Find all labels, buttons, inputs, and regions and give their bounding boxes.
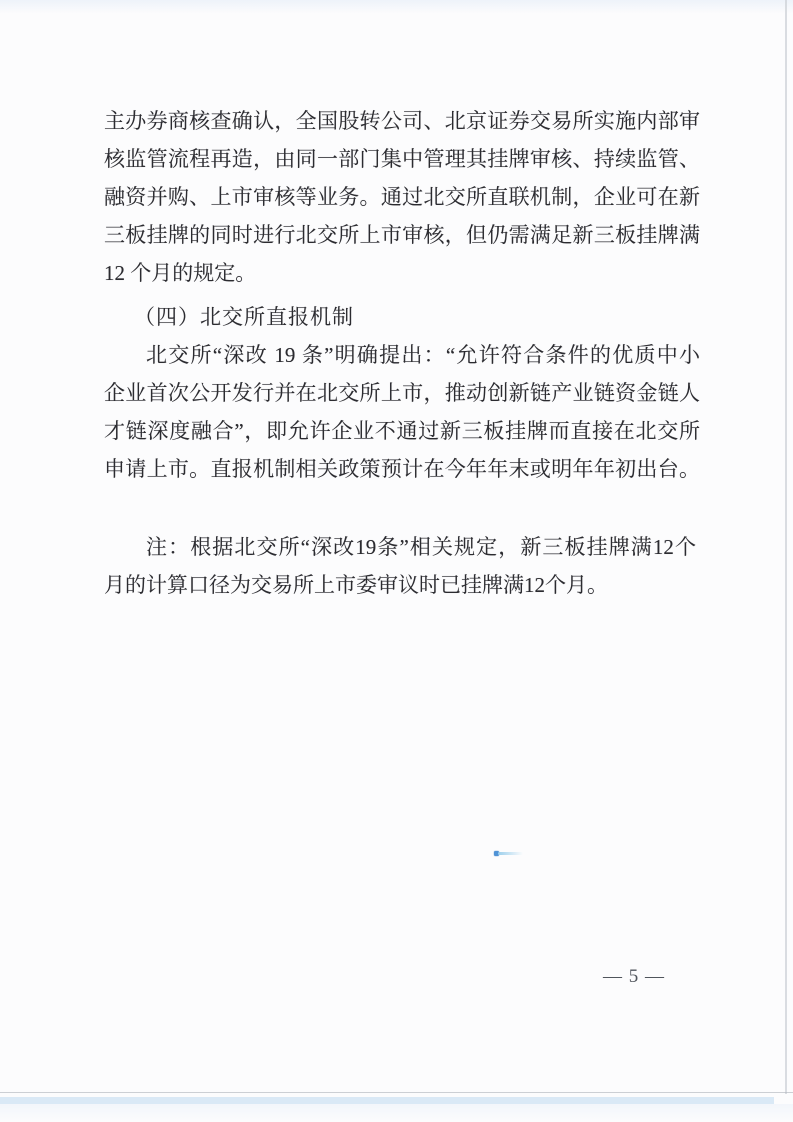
section-heading-text: （四）北交所直报机制 <box>134 305 354 329</box>
paragraph-line: 申请上市。直报机制相关政策预计在今年年末或明年年初出台。 <box>104 457 700 481</box>
ink-smudge-tail <box>498 852 523 855</box>
paragraph-line: 北交所“深改 19 条”明确提出：“允许符合条件的优质中小 <box>146 343 700 367</box>
paragraph-line: 融资并购、上市审核等业务。通过北交所直联机制，企业可在新 <box>104 185 700 209</box>
scan-right-edge-line <box>785 0 787 1094</box>
paragraph-line: 12 个月的规定。 <box>104 261 257 285</box>
scan-top-tint <box>0 0 793 14</box>
page-number: — 5 — <box>603 966 665 987</box>
footnote <box>104 528 696 604</box>
section-heading <box>104 298 700 336</box>
paragraph-line: 主办券商核查确认，全国股转公司、北京证券交易所实施内部审 <box>104 109 700 133</box>
footnote-line: 注：根据北交所“深改19条”相关规定，新三板挂牌满12个 <box>146 535 696 559</box>
scan-bottom-band <box>0 1097 774 1104</box>
scan-bottom-hairline <box>0 1092 793 1093</box>
footnote-line: 月的计算口径为交易所上市委审议时已挂牌满12个月。 <box>104 573 608 597</box>
opening-paragraph <box>104 102 700 292</box>
paragraph-line: 核监管流程再造，由同一部门集中管理其挂牌审核、持续监管、 <box>104 147 700 171</box>
paragraph-line: 才链深度融合”，即允许企业不通过新三板挂牌而直接在北交所 <box>104 419 700 443</box>
scan-bottom-fade <box>0 1104 793 1122</box>
ink-smudge <box>494 850 524 858</box>
direct-report-paragraph <box>104 336 700 488</box>
paragraph-line: 企业首次公开发行并在北交所上市，推动创新链产业链资金链人 <box>104 381 700 405</box>
paragraph-line: 三板挂牌的同时进行北交所上市审核，但仍需满足新三板挂牌满 <box>104 223 700 247</box>
